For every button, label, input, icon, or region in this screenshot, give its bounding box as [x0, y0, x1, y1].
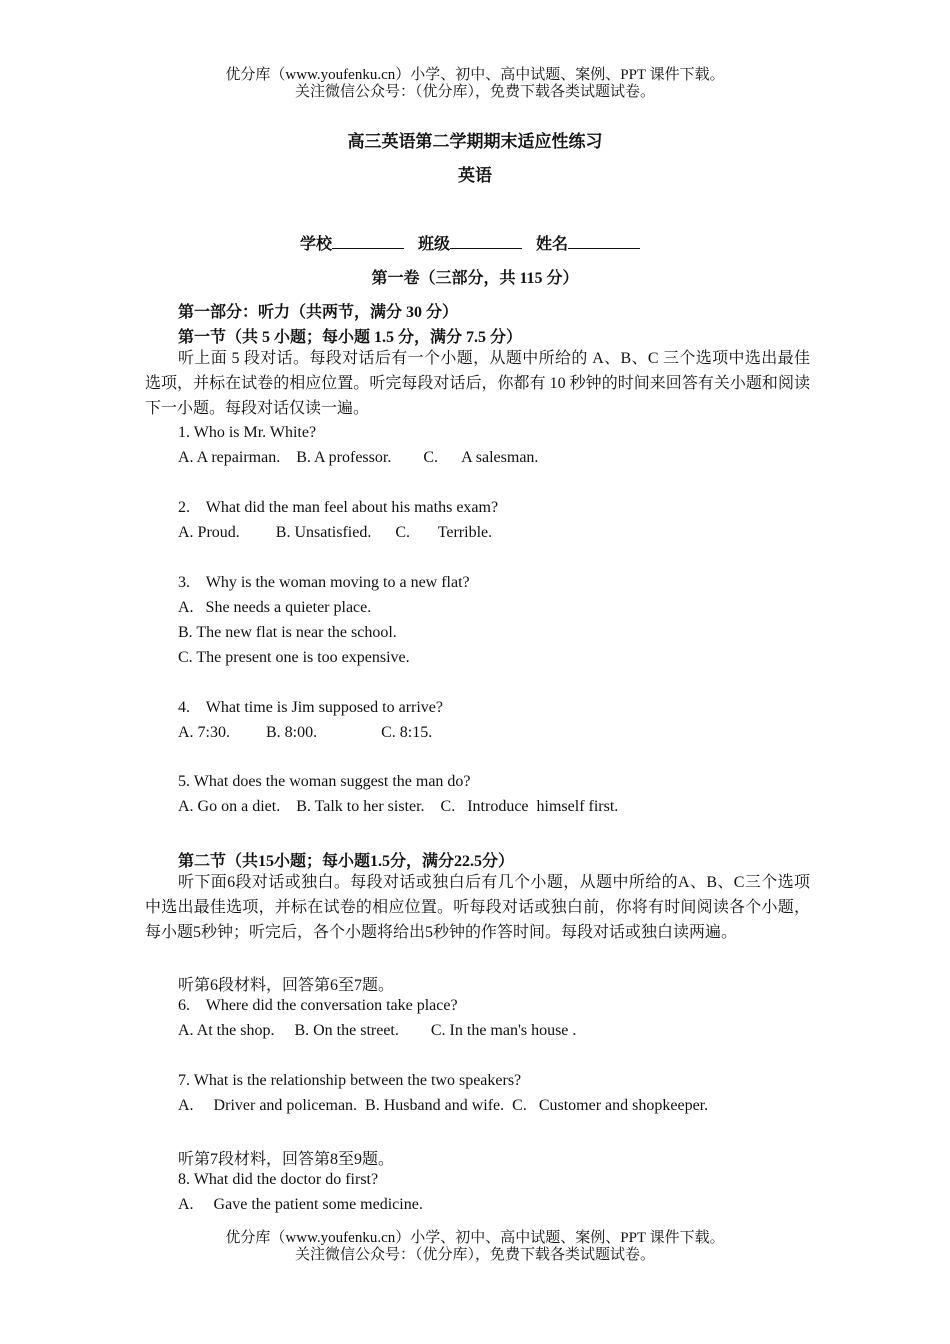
subject-title: 英语 — [458, 166, 492, 185]
header-line-1: 优分库（www.youfenku.cn）小学、初中、高中试题、案例、PPT 课件下载。 — [225, 67, 725, 83]
part1-title: 第一部分：听力（共两节，满分 30 分） — [178, 304, 459, 321]
footer-line-2: 关注微信公众号：（优分库），免费下载各类试题试卷。 — [294, 1247, 655, 1263]
school-label: 学校 — [299, 236, 332, 253]
section2-instructions: 听下面6段对话或独白。每段对话或独白后有几个小题，从题中所给的A、B、C三个选项中选出最佳选项，并标在试卷的相应位置。听每段对话或独白前，你将有时间阅读各个小题，每小题5秒钟；听完后，各个小题将给出5秒钟的作答时间。每段对话或独白读两遍。 — [145, 874, 810, 941]
q6-options: A. At the shop. B. On the street. C. In the man's house . — [178, 1022, 577, 1039]
material7-note: 听第7段材料，回答第8至9题。 — [178, 1151, 395, 1168]
q3-question: 3. Why is the woman moving to a new flat? — [178, 574, 470, 591]
q3-option-b: B. The new flat is near the school. — [178, 624, 397, 641]
q7-question: 7. What is the relationship between the two speakers? — [178, 1072, 522, 1089]
q3-option-c: C. The present one is too expensive. — [178, 649, 410, 666]
name-blank — [568, 234, 640, 249]
q8-option-a: A. Gave the patient some medicine. — [178, 1196, 423, 1213]
page-footer — [0, 1230, 950, 1264]
q4-options: A. 7:30. B. 8:00. C. 8:15. — [178, 724, 433, 741]
name-label: 姓名 — [536, 236, 569, 253]
section1-title: 第一节（共 5 小题；每小题 1.5 分，满分 7.5 分） — [178, 329, 523, 346]
class-blank — [450, 234, 522, 249]
header-line-2: 关注微信公众号：（优分库），免费下载各类试题试卷。 — [294, 84, 655, 100]
q1-options: A. A repairman. B. A professor. C. A salesman. — [178, 449, 539, 466]
school-blank — [332, 234, 404, 249]
student-info-fields — [0, 231, 950, 254]
q5-options: A. Go on a diet. B. Talk to her sister. C. Introduce himself first. — [178, 798, 619, 815]
footer-line-1: 优分库（www.youfenku.cn）小学、初中、高中试题、案例、PPT 课件下载。 — [225, 1230, 725, 1246]
q1-question: 1. Who is Mr. White? — [178, 424, 317, 441]
volume-title: 第一卷（三部分，共 115 分） — [371, 270, 579, 287]
q7-options: A. Driver and policeman. B. Husband and wife. C. Customer and shopkeeper. — [178, 1097, 709, 1114]
q3-option-a: A. She needs a quieter place. — [178, 599, 372, 616]
q2-options: A. Proud. B. Unsatisfied. C. Terrible. — [178, 524, 493, 541]
section1-instructions: 听上面 5 段对话。每段对话后有一个小题，从题中所给的 A、B、C 三个选项中选出最佳选项，并标在试卷的相应位置。听完每段对话后，你都有 10 秒钟的时间来回答有关小题和阅读下一小题。每段对话仅读一遍。 — [145, 350, 810, 417]
q5-question: 5. What does the woman suggest the man do? — [178, 773, 471, 790]
class-label: 班级 — [417, 236, 450, 253]
q4-question: 4. What time is Jim supposed to arrive? — [178, 699, 443, 716]
material6-note: 听第6段材料，回答第6至7题。 — [178, 977, 395, 994]
exam-title: 高三英语第二学期期末适应性练习 — [347, 132, 603, 151]
q6-question: 6. Where did the conversation take place? — [178, 997, 458, 1014]
section2-title: 第二节（共15小题；每小题1.5分，满分22.5分） — [178, 853, 515, 870]
q2-question: 2. What did the man feel about his maths exam? — [178, 499, 499, 516]
q8-question: 8. What did the doctor do first? — [178, 1171, 379, 1188]
page-header — [0, 67, 950, 101]
